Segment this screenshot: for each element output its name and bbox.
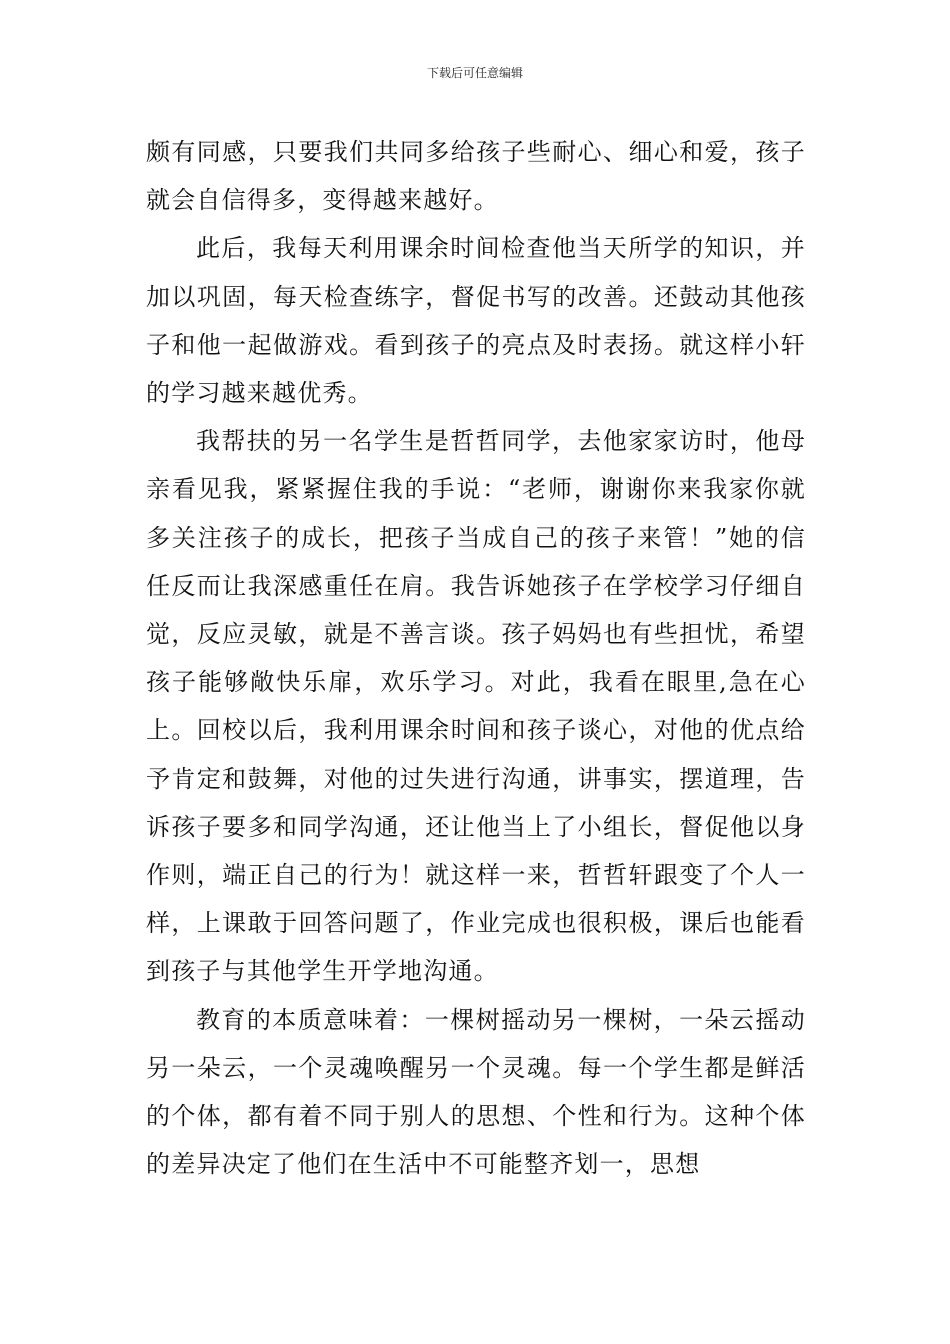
page-header: 下载后可任意编辑 bbox=[426, 66, 523, 80]
paragraph-3: 我帮扶的另一名学生是哲哲同学，去他家家访时，他母亲看见我，紧紧握住我的手说：“老师，谢谢你来我家你就多关注孩子的成长，把孩子当成自己的孩子来管！”她的信任反而让我深感重任在肩。我告诉她孩子在学校学习仔细自觉，反应灵敏，就是不善言谈。孩子妈妈也有些担忧，希望孩子能够敞快乐扉，欢乐学习。对此，我看在眼里,急在心上。回校以后，我利用课余时间和孩子谈心，对他的优点给予肯定和鼓舞，对他的过失进行沟通，讲事实，摆道理，告诉孩子要多和同学沟通，还让他当上了小组长，督促他以身作则，端正自己的行为！就这样一来，哲哲轩跟变了个人一样，上课敢于回答问题了，作业完成也很积极，课后也能看到孩子与其他学生开学地沟通。 bbox=[146, 427, 806, 986]
paragraph-1: 颇有同感，只要我们共同多给孩子些耐心、细心和爱，孩子就会自信得多，变得越来越好。 bbox=[146, 138, 806, 215]
paragraph-2: 此后，我每天利用课余时间检查他当天所学的知识，并加以巩固，每天检查练字，督促书写的改善。还鼓动其他孩子和他一起做游戏。看到孩子的亮点及时表扬。就这样小轩的学习越来越优秀。 bbox=[146, 234, 806, 408]
paragraph-4: 教育的本质意味着：一棵树摇动另一棵树，一朵云摇动另一朵云，一个灵魂唤醒另一个灵魂。每一个学生都是鲜活的个体，都有着不同于别人的思想、个性和行为。这种个体的差异决定了他们在生活中不可能整齐划一，思想 bbox=[146, 1005, 806, 1179]
document-body bbox=[146, 128, 806, 1188]
